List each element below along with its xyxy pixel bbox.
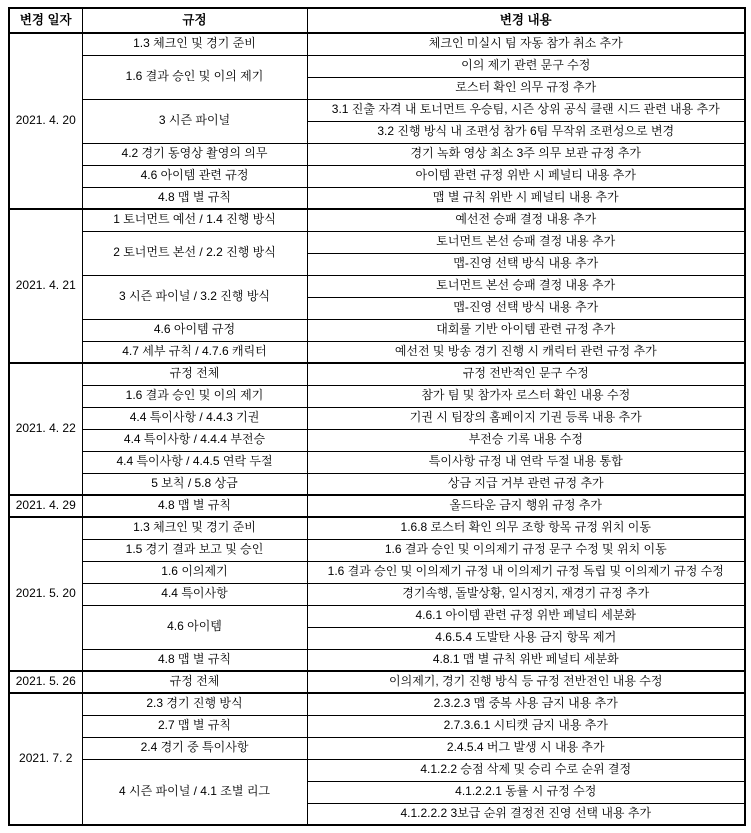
change-content-cell: 2.4.5.4 버그 발생 시 내용 추가 [307,737,745,759]
change-content-cell: 4.1.2.2.2 3보급 순위 결정전 진영 선택 내용 추가 [307,803,745,825]
regulation-cell: 1.6 이의제기 [82,561,307,583]
regulation-cell: 1.6 결과 승인 및 이의 제기 [82,385,307,407]
table-row [9,561,745,583]
regulation-cell: 4.4 특이사항 / 4.4.5 연락 두절 [82,451,307,473]
table-row [9,231,745,253]
regulation-cell: 1.3 체크인 및 경기 준비 [82,517,307,539]
regulation-cell: 5 보칙 / 5.8 상금 [82,473,307,495]
changelog-table-body [9,33,745,825]
change-date-cell: 2021. 5. 26 [9,671,82,693]
table-row [9,187,745,209]
regulation-cell: 규정 전체 [82,671,307,693]
table-row [9,473,745,495]
header-regulation: 규정 [82,8,307,33]
regulation-cell: 4.8 맵 별 규칙 [82,649,307,671]
change-content-cell: 경기 녹화 영상 최소 3주 의무 보관 규정 추가 [307,143,745,165]
table-row [9,99,745,121]
table-row [9,671,745,693]
change-content-cell: 규정 전반적인 문구 수정 [307,363,745,385]
change-content-cell: 맵 별 규칙 위반 시 페널티 내용 추가 [307,187,745,209]
change-content-cell: 특이사항 규정 내 연락 두절 내용 통합 [307,451,745,473]
regulation-cell: 2.7 맵 별 규칙 [82,715,307,737]
change-content-cell: 2.7.3.6.1 시티캣 금지 내용 추가 [307,715,745,737]
table-row [9,649,745,671]
regulation-cell: 2.3 경기 진행 방식 [82,693,307,715]
table-row [9,33,745,55]
regulation-cell: 4.4 특이사항 / 4.4.4 부전승 [82,429,307,451]
table-header [9,8,745,33]
table-row [9,583,745,605]
change-content-cell: 아이템 관련 규정 위반 시 페널티 내용 추가 [307,165,745,187]
change-content-cell: 올드타운 금지 행위 규정 추가 [307,495,745,517]
regulation-cell: 4.6 아이템 규정 [82,319,307,341]
change-content-cell: 2.3.2.3 맵 중복 사용 금지 내용 추가 [307,693,745,715]
change-content-cell: 예선전 승패 결정 내용 추가 [307,209,745,231]
regulation-cell: 4.8 맵 별 규칙 [82,495,307,517]
change-content-cell: 로스터 확인 의무 규정 추가 [307,77,745,99]
table-row [9,451,745,473]
table-row [9,165,745,187]
regulation-cell: 1.3 체크인 및 경기 준비 [82,33,307,55]
change-content-cell: 경기속행, 돌발상황, 일시정지, 재경기 규정 추가 [307,583,745,605]
change-content-cell: 토너먼트 본선 승패 결정 내용 추가 [307,275,745,297]
regulation-cell: 2 토너먼트 본선 / 2.2 진행 방식 [82,231,307,275]
table-row [9,759,745,781]
header-row [9,8,745,33]
table-row [9,407,745,429]
table-row [9,209,745,231]
header-change-content: 변경 내용 [307,8,745,33]
change-date-cell: 2021. 4. 22 [9,363,82,495]
regulation-cell: 4.7 세부 규칙 / 4.7.6 캐릭터 [82,341,307,363]
change-content-cell: 기권 시 팀장의 홈페이지 기권 등록 내용 추가 [307,407,745,429]
regulation-cell: 4.6 아이템 [82,605,307,649]
table-row [9,143,745,165]
change-content-cell: 4.6.1 아이템 관련 규정 위반 페널티 세분화 [307,605,745,627]
table-row [9,363,745,385]
regulation-cell: 4.8 맵 별 규칙 [82,187,307,209]
change-content-cell: 맵-진영 선택 방식 내용 추가 [307,253,745,275]
change-date-cell: 2021. 4. 20 [9,33,82,209]
change-date-cell: 2021. 4. 21 [9,209,82,363]
regulation-cell: 4.6 아이템 관련 규정 [82,165,307,187]
change-content-cell: 3.1 진출 자격 내 토너먼트 우승팀, 시즌 상위 공식 클랜 시드 관련 내용 추가 [307,99,745,121]
change-content-cell: 4.8.1 맵 별 규칙 위반 페널티 세분화 [307,649,745,671]
change-content-cell: 4.1.2.2 승점 삭제 및 승리 수로 순위 결정 [307,759,745,781]
table-row [9,539,745,561]
table-row [9,495,745,517]
change-content-cell: 대회룰 기반 아이템 관련 규정 추가 [307,319,745,341]
change-content-cell: 4.6.5.4 도발탄 사용 금지 항목 제거 [307,627,745,649]
table-row [9,341,745,363]
header-change-date: 변경 일자 [9,8,82,33]
change-date-cell: 2021. 4. 29 [9,495,82,517]
table-row [9,55,745,77]
table-row [9,737,745,759]
table-row [9,517,745,539]
changelog-table [8,7,746,826]
change-content-cell: 4.1.2.2.1 동률 시 규정 수정 [307,781,745,803]
table-row [9,715,745,737]
table-row [9,605,745,627]
change-content-cell: 1.6 결과 승인 및 이의제기 규정 내 이의제기 규정 독립 및 이의제기 규정 수정 [307,561,745,583]
change-content-cell: 토너먼트 본선 승패 결정 내용 추가 [307,231,745,253]
change-content-cell: 예선전 및 방송 경기 진행 시 캐릭터 관련 규정 추가 [307,341,745,363]
regulation-cell: 4.2 경기 동영상 촬영의 의무 [82,143,307,165]
regulation-cell: 2.4 경기 중 특이사항 [82,737,307,759]
regulation-cell: 1.6 결과 승인 및 이의 제기 [82,55,307,99]
table-row [9,693,745,715]
regulation-cell: 4.4 특이사항 / 4.4.3 기권 [82,407,307,429]
change-date-cell: 2021. 7. 2 [9,693,82,825]
change-date-cell: 2021. 5. 20 [9,517,82,671]
change-content-cell: 1.6 결과 승인 및 이의제기 규정 문구 수정 및 위치 이동 [307,539,745,561]
change-content-cell: 체크인 미실시 팀 자동 참가 취소 추가 [307,33,745,55]
regulation-cell: 1 토너먼트 예선 / 1.4 진행 방식 [82,209,307,231]
table-row [9,429,745,451]
regulation-cell: 규정 전체 [82,363,307,385]
change-content-cell: 이의 제기 관련 문구 수정 [307,55,745,77]
change-content-cell: 1.6.8 로스터 확인 의무 조항 항목 규정 위치 이동 [307,517,745,539]
table-row [9,385,745,407]
change-content-cell: 상금 지급 거부 관련 규정 추가 [307,473,745,495]
change-content-cell: 부전승 기록 내용 수정 [307,429,745,451]
regulation-cell: 4.4 특이사항 [82,583,307,605]
change-content-cell: 참가 팀 및 참가자 로스터 확인 내용 수정 [307,385,745,407]
change-content-cell: 3.2 진행 방식 내 조편성 참가 6팀 무작위 조편성으로 변경 [307,121,745,143]
regulation-cell: 1.5 경기 결과 보고 및 승인 [82,539,307,561]
regulation-cell: 4 시즌 파이널 / 4.1 조별 리그 [82,759,307,825]
change-content-cell: 맵-진영 선택 방식 내용 추가 [307,297,745,319]
regulation-cell: 3 시즌 파이널 / 3.2 진행 방식 [82,275,307,319]
table-row [9,275,745,297]
change-content-cell: 이의제기, 경기 진행 방식 등 규정 전반전인 내용 수정 [307,671,745,693]
table-row [9,319,745,341]
regulation-cell: 3 시즌 파이널 [82,99,307,143]
